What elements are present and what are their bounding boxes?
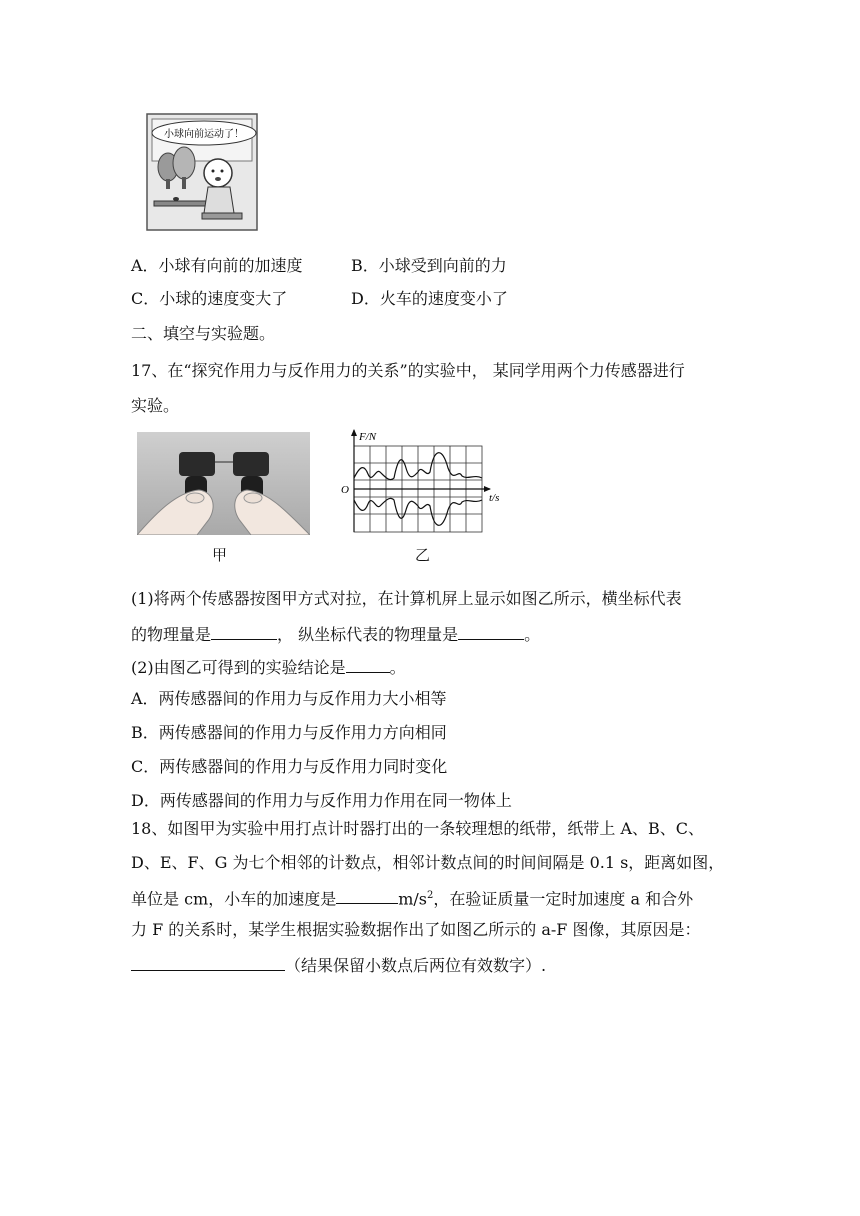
graph-x-label: t/s: [489, 492, 500, 504]
fig-yi-label: 乙: [415, 546, 431, 564]
q17-stem-line1: 17、在“探究作用力与反作用力的关系”的实验中， 某同学用两个力传感器进行: [131, 361, 685, 380]
fig-jia-label: 甲: [212, 546, 228, 564]
q17-part2-text-a: (2)由图乙可得到的实验结论是: [131, 658, 346, 677]
force-time-graph: [338, 428, 508, 536]
q17-stem-line2: 实验。: [131, 396, 180, 415]
q18-line3: [131, 886, 693, 909]
train-cartoon-figure: [146, 113, 258, 231]
answer-blank-y-quantity[interactable]: [458, 623, 524, 640]
q16-option-d: D．火车的速度变小了: [351, 289, 508, 308]
q16-option-b: B．小球受到向前的力: [351, 256, 507, 275]
answer-blank-reason[interactable]: [131, 954, 285, 971]
q18-line5: [131, 954, 546, 976]
q17-part1-text-a: 的物理量是: [131, 625, 212, 644]
q18-line1: 18、如图甲为实验中用打点计时器打出的一条较理想的纸带，纸带上 A、B、C、: [131, 819, 705, 838]
q17-option-c: C．两传感器间的作用力与反作用力同时变化: [131, 757, 448, 776]
force-sensors-photo: [137, 432, 310, 535]
graph-y-label: F/N: [359, 431, 377, 443]
acceleration-unit: m/s: [398, 889, 428, 909]
answer-blank-acceleration[interactable]: [336, 887, 398, 904]
acceleration-unit-exponent: 2: [427, 890, 434, 901]
q18-line5-text: （结果保留小数点后两位有效数字）.: [285, 956, 547, 975]
speech-bubble-text: 小球向前运动了！: [164, 129, 244, 140]
q16-option-a: A．小球有向前的加速度: [131, 256, 303, 275]
q17-part1-text-b: ， 纵坐标代表的物理量是: [277, 625, 459, 644]
answer-blank-x-quantity[interactable]: [211, 623, 277, 640]
answer-blank-conclusion[interactable]: [346, 656, 390, 673]
q17-part2-text-b: 。: [389, 658, 406, 677]
q18-line2: D、E、F、G 为七个相邻的计数点，相邻计数点间的时间间隔是 0.1 s，距离如图，: [131, 853, 725, 872]
q16-option-c: C．小球的速度变大了: [131, 289, 288, 308]
q18-line3-text-a: 单位是 cm，小车的加速度是: [131, 889, 337, 909]
section-title: 二、填空与实验题。: [131, 324, 276, 343]
q18-line3-text-b: ，在验证质量一定时加速度 a 和合外: [433, 889, 694, 909]
q17-part1-line2: [131, 623, 540, 645]
q17-part2: [131, 656, 406, 678]
q17-option-d: D．两传感器间的作用力与反作用力作用在同一物体上: [131, 791, 512, 810]
q17-option-b: B．两传感器间的作用力与反作用力方向相同: [131, 723, 447, 742]
graph-origin-label: O: [341, 484, 349, 496]
q17-part1-text-c: 。: [524, 625, 541, 644]
q17-option-a: A．两传感器间的作用力与反作用力大小相等: [131, 689, 447, 708]
q18-line4: 力 F 的关系时，某学生根据实验数据作出了如图乙所示的 a-F 图像，其原因是：: [131, 920, 701, 939]
q17-part1-line1: (1)将两个传感器按图甲方式对拉，在计算机屏上显示如图乙所示，横坐标代表: [131, 589, 682, 608]
